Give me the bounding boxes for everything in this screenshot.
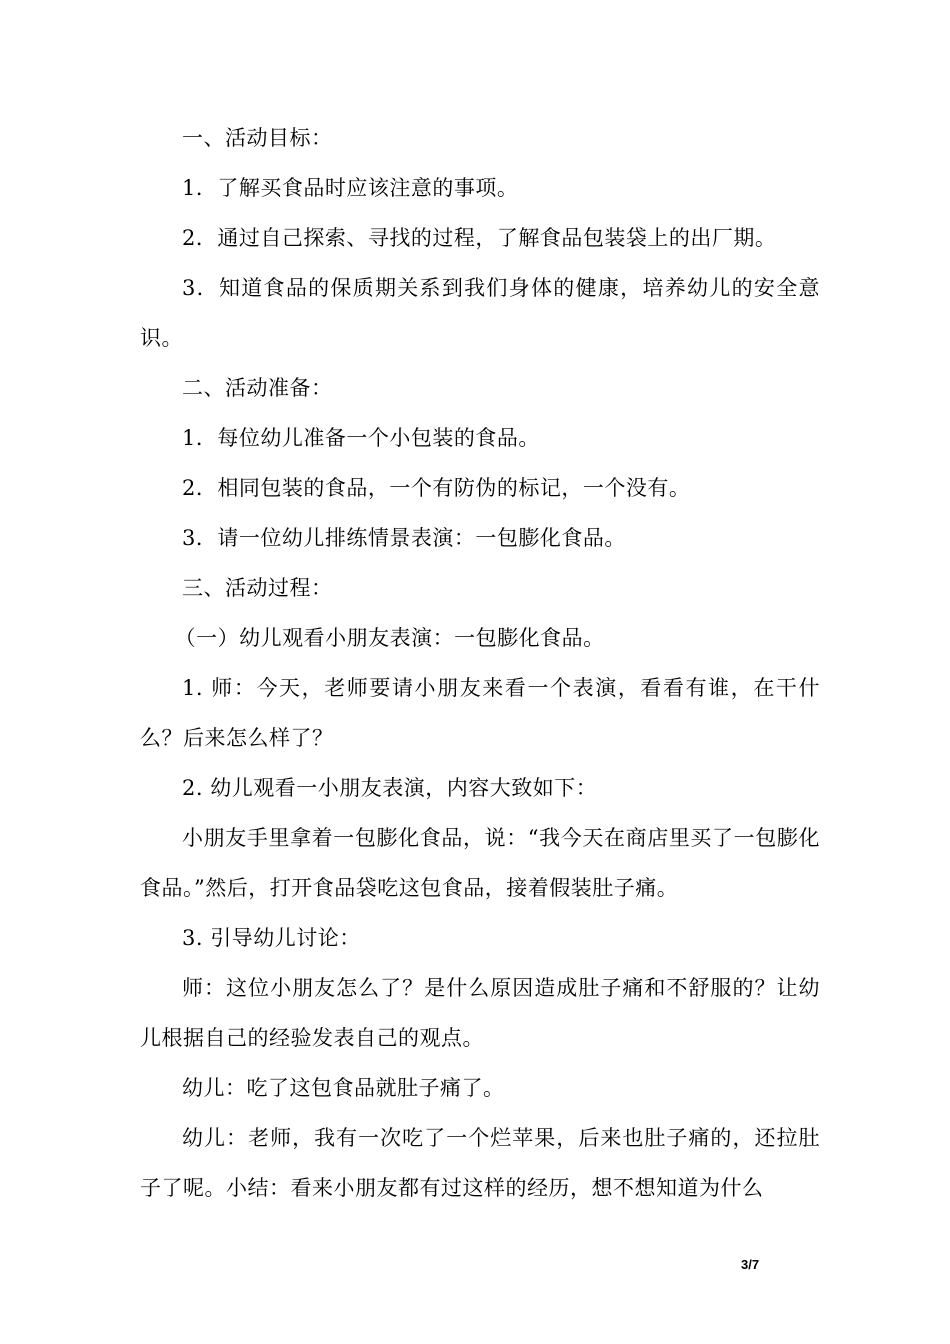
page-number: 3/7 [741,1257,760,1272]
paragraph: 1．每位幼儿准备一个小包装的食品。 [182,426,540,450]
paragraph: 幼儿：吃了这包食品就肚子痛了。 [182,1076,505,1100]
paragraph: 师：这位小朋友怎么了？是什么原因造成肚子痛和不舒服的？让幼儿根据自己的经验发表自己的观点。 [140,976,820,1050]
paragraph: 2．相同包装的食品，一个有防伪的标记，一个没有。 [182,476,691,500]
paragraph: 幼儿：老师，我有一次吃了一个烂苹果，后来也肚子痛的，还拉肚子了呢。小结：看来小朋友都有过这样的经历，想不想知道为什么 [140,1126,820,1200]
section-heading-process: 三、活动过程： [182,576,333,600]
paragraph: 3. 引导幼儿讨论： [182,926,361,950]
paragraph: 3．请一位幼儿排练情景表演：一包膨化食品。 [182,526,626,550]
paragraph: 小朋友手里拿着一包膨化食品，说：“我今天在商店里买了一包膨化食品。”然后，打开食品袋吃这包食品，接着假装肚子痛。 [140,826,820,900]
paragraph: 3．知道食品的保质期关系到我们身体的健康，培养幼儿的安全意识。 [140,276,820,350]
document-body [140,113,820,1213]
section-heading-preparation: 二、活动准备： [182,376,333,400]
subsection-heading: （一）幼儿观看小朋友表演：一包膨化食品。 [174,626,605,650]
paragraph: 1. 师：今天，老师要请小朋友来看一个表演，看看有谁，在干什么？后来怎么样了？ [140,676,820,750]
paragraph: 1．了解买食品时应该注意的事项。 [182,176,519,200]
paragraph: 2. 幼儿观看一小朋友表演，内容大致如下： [182,776,598,800]
section-heading-goals: 一、活动目标： [182,126,333,150]
paragraph: 2．通过自己探索、寻找的过程，了解食品包装袋上的出厂期。 [182,226,777,250]
